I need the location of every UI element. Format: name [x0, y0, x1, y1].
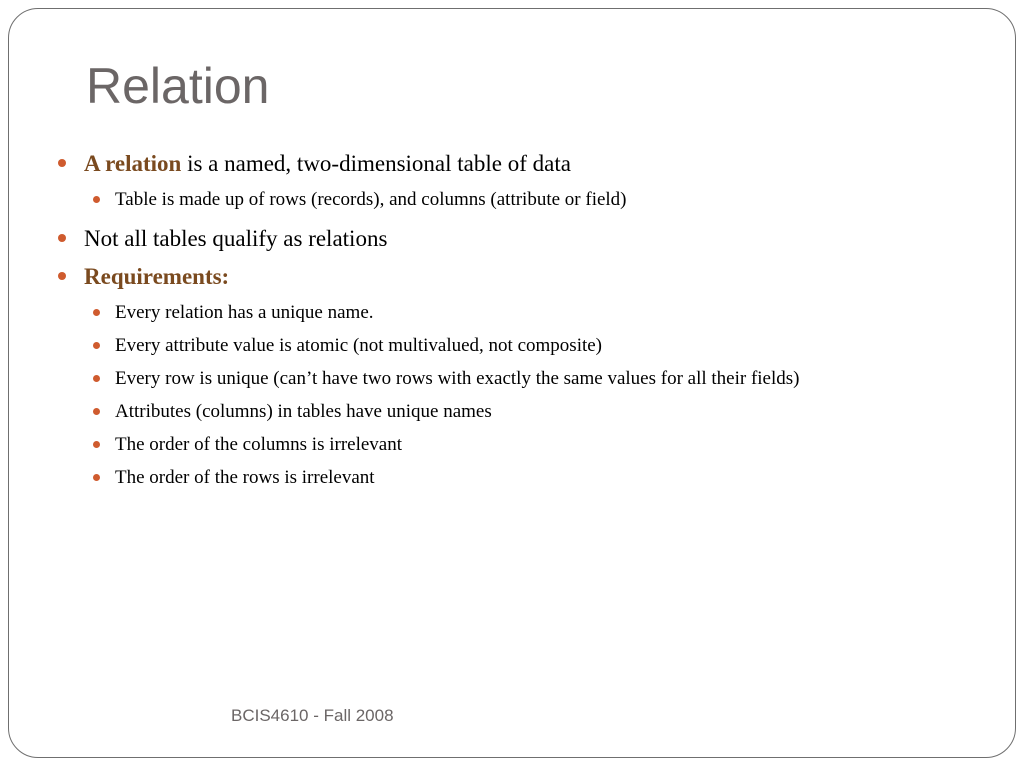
relation-definition-text: is a named, two-dimensional table of data — [181, 151, 571, 176]
requirement-text: The order of the rows is irrelevant — [115, 467, 375, 488]
requirement-item — [56, 464, 976, 491]
requirement-text: Attributes (columns) in tables have unique names — [115, 401, 492, 422]
bullet-dot-icon — [93, 342, 100, 349]
bullet-dot-icon — [93, 408, 100, 415]
requirement-item — [56, 431, 976, 458]
requirement-item — [56, 398, 976, 425]
sub-bullet-text: Table is made up of rows (records), and columns (attribute or field) — [115, 189, 627, 210]
bullet-dot-icon — [58, 159, 66, 167]
requirement-text: Every relation has a unique name. — [115, 302, 374, 323]
bullet-not-all-tables — [56, 223, 976, 255]
bullet-requirements — [56, 261, 976, 293]
bullet-dot-icon — [93, 309, 100, 316]
bullet-dot-icon — [58, 272, 66, 280]
bullet-dot-icon — [93, 375, 100, 382]
slide-content — [56, 148, 976, 497]
requirement-item — [56, 365, 976, 392]
requirement-text: Every row is unique (can’t have two rows with exactly the same values for all their fields) — [115, 368, 800, 389]
bullet-dot-icon — [93, 441, 100, 448]
slide-footer: BCIS4610 - Fall 2008 — [231, 706, 394, 725]
bullet-relation-definition — [56, 148, 976, 180]
requirement-item — [56, 299, 976, 326]
relation-term: A relation — [84, 151, 182, 176]
bullet-text: Not all tables qualify as relations — [84, 226, 388, 251]
slide-title: Relation — [86, 58, 270, 114]
bullet-dot-icon — [58, 234, 66, 242]
requirement-text: Every attribute value is atomic (not multivalued, not composite) — [115, 335, 603, 356]
sub-bullet-table-structure — [56, 186, 976, 213]
requirements-heading: Requirements: — [84, 264, 230, 289]
requirement-text: The order of the columns is irrelevant — [115, 434, 403, 455]
requirement-item — [56, 332, 976, 359]
bullet-dot-icon — [93, 474, 100, 481]
bullet-dot-icon — [93, 196, 100, 203]
